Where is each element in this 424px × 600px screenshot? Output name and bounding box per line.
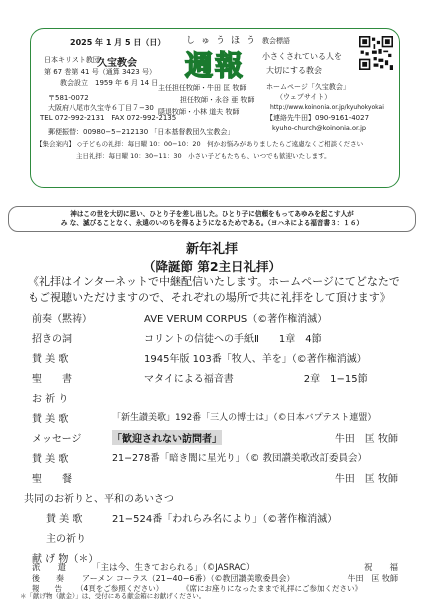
order-row xyxy=(32,306,398,326)
item-label: 後 奏 xyxy=(32,574,64,583)
worship-time: 主日礼拝：毎日曜 10：30−11：30 小さい子どもたちも、いつでも歓迎いたします。 xyxy=(76,152,331,160)
item-label: 献 げ 物（＊） xyxy=(32,554,99,565)
item-content: 1945年版 103番「牧人、羊を」（©著作権消滅） xyxy=(144,354,367,365)
date: 2025 年 1 月 5 日（日） xyxy=(70,38,166,47)
item-content: アーメン コーラス（21−40−6番）（©教団讃美歌委員会） xyxy=(82,574,295,583)
verse-line1: 神はこの世を大切に思い、ひとり子を差し出した。ひとり子に信頼をもってあゆみを起こす人が xyxy=(70,209,354,218)
item-content: 21−278番「暗き闇に星光り」（© 教団讃美歌改訂委員会） xyxy=(112,453,367,464)
service-subtitle: （降誕節 第2主日礼拝） xyxy=(142,259,282,274)
verse-box xyxy=(8,206,416,232)
church-line3: 教会設立 1959 年 6 月 14 日 xyxy=(60,79,159,87)
contact-phone: 【連絡先牛田】090-9161-4027 xyxy=(266,114,370,122)
order-row xyxy=(32,446,398,466)
stream-note-line1: 《礼拝はインターネットで中継配信いたします。ホームページにてどなたで xyxy=(28,275,400,288)
order-row xyxy=(32,346,398,366)
postal-transfer: 郵便振替：00980−5−212130 「日本基督教団久宝教会」 xyxy=(48,128,235,136)
pastor-3: 隠退牧師・小林 道夫 牧師 xyxy=(158,108,240,116)
website-url[interactable]: http://www.koinonia.or.jp/kyuhokyokai xyxy=(270,104,384,111)
website-sub: （ウェブサイト） xyxy=(276,93,332,101)
order-row xyxy=(32,426,398,446)
order-row xyxy=(32,326,398,346)
item-label: 賛 美 歌 xyxy=(32,454,69,465)
item-content: 21−524番「われらみ名により」（©著作権消滅） xyxy=(112,514,338,525)
slogan-line1: 小さくされている人を xyxy=(262,52,342,61)
item-label: 主の祈り xyxy=(46,534,86,545)
item-label: お 祈 り xyxy=(32,394,69,405)
item-label: 賛 美 歌 xyxy=(32,354,69,365)
church-line1: 日本キリスト教団 xyxy=(44,56,100,64)
stream-note-line2: もご視聴いただけますので、それぞれの場所で共に礼拝をして頂けます》 xyxy=(28,291,391,304)
item-label: 聖 餐 xyxy=(32,474,72,485)
masthead-title: 週報 xyxy=(185,49,246,82)
tel-fax: TEL 072-992-2131 FAX 072-992-2135 xyxy=(40,114,177,122)
footer-line2: ＊「献げ物（献金）」は、受付にある献金箱にお献げください。 xyxy=(20,592,206,600)
order-row xyxy=(32,386,398,406)
item-label: 前奏（黙祷） xyxy=(32,314,92,325)
order-row xyxy=(32,466,398,486)
item-content: マタイによる福音書 2章 1−15節 xyxy=(144,374,368,385)
slogan-label: 教会標語 xyxy=(262,37,290,45)
item-content: （4頁をご参照ください） xyxy=(76,584,164,593)
pastor-1: 主任担任牧師・牛田 匡 牧師 xyxy=(158,84,247,92)
item-label: 派 遣 xyxy=(32,563,67,573)
gathering-info: 【集会案内】 ◇子どもの礼拝：毎日曜 10：00−10：20 何かお悩みがありましたらご遠慮なくご相談ください xyxy=(36,140,364,148)
service-title: 新年礼拝 xyxy=(185,242,238,257)
postal-code: 〒581-0072 xyxy=(48,94,89,102)
item-label: 招きの詞 xyxy=(32,334,72,345)
item-label: 報 告 xyxy=(32,584,62,593)
preacher-name: 牛田 匡 牧師 xyxy=(334,434,398,445)
item-label: 共同のお祈りと、平和のあいさつ xyxy=(24,494,174,505)
item-label: メッセージ xyxy=(32,434,82,445)
item-label: 聖 書 xyxy=(32,374,72,385)
order-row xyxy=(46,506,398,526)
item-content: 「新生讃美歌」192番「三人の博士は」（©日本バプテスト連盟） xyxy=(112,413,377,423)
order-row xyxy=(32,366,398,386)
order-row xyxy=(24,486,398,506)
blessing-officiant: 牛田 匡 牧師 xyxy=(347,574,398,583)
masthead-kana: しゅうほう xyxy=(186,36,262,46)
church-line2: 第 67 巻第 41 号（通算 3423 号） xyxy=(44,68,156,76)
footer-line1: 《席にお座りになったままで礼拝にご参加ください》 xyxy=(182,584,362,593)
item-label: 賛 美 歌 xyxy=(32,414,69,425)
church-name: 久宝教会 xyxy=(97,58,137,69)
item-content: AVE VERUM CORPUS（©著作権消滅） xyxy=(144,314,328,325)
slogan-line2: 大切にする教会 xyxy=(266,66,322,75)
item-content: 「主は今、生きておられる」（©JASRAC） xyxy=(92,563,255,573)
pastor-2: 担任牧師・永谷 亜 牧師 xyxy=(180,96,255,104)
item-content: コリントの信徒への手紙Ⅱ 1章 4節 xyxy=(144,334,322,345)
order-row xyxy=(46,526,398,546)
order-row xyxy=(32,406,398,426)
item-label: 賛 美 歌 xyxy=(46,514,83,525)
item-label-blessing: 祝 福 xyxy=(363,563,398,573)
address: 大阪府八尾市久宝寺６丁目７−30 xyxy=(48,104,154,112)
website-label: ホームページ「久宝教会」 xyxy=(266,83,350,91)
verse-line2: み な、滅びることなく、永遠のいのちを得るようになるためである。（ヨハネによる福音書３：１６） xyxy=(60,219,364,227)
sermon-title: 「歓迎されない訪問者」 xyxy=(112,430,222,445)
officiant-name: 牛田 匡 牧師 xyxy=(334,474,398,485)
email-address[interactable]: kyuho-church@koinonia.or.jp xyxy=(272,124,367,132)
qr-code-icon xyxy=(359,36,393,70)
